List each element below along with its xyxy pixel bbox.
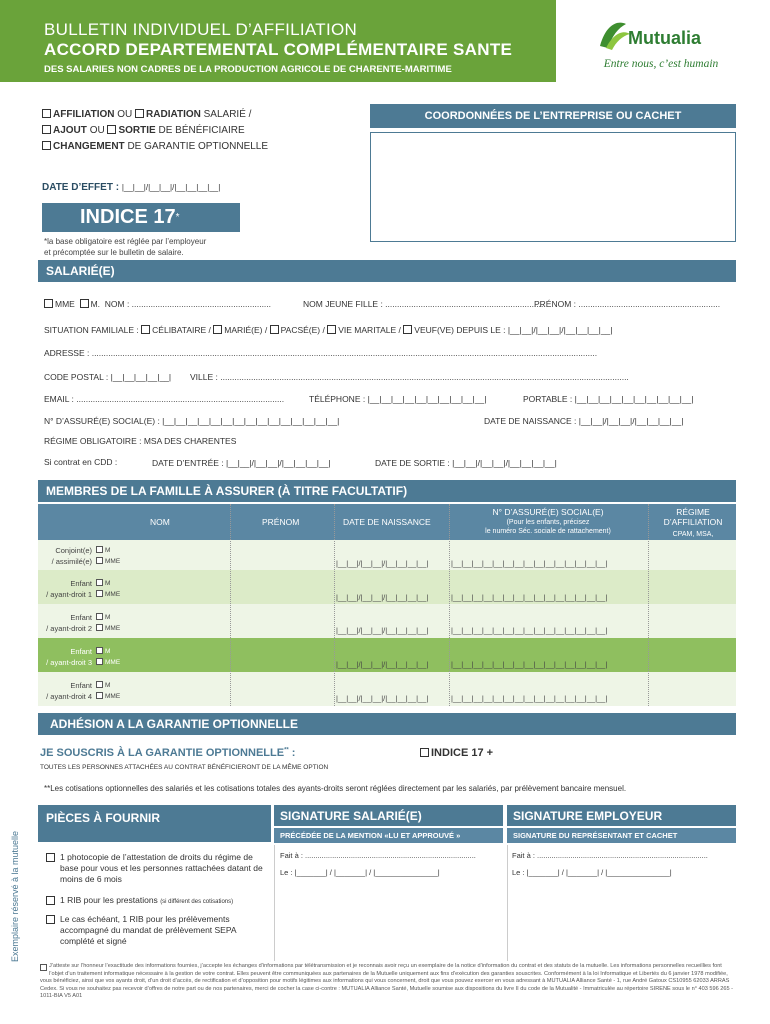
coord-box[interactable] (370, 132, 736, 242)
situation-line (44, 325, 612, 335)
ou-label: OU (117, 109, 133, 120)
col-nss-block (455, 508, 641, 537)
salarie-nom-line (44, 299, 271, 309)
veuf-checkbox[interactable] (403, 325, 412, 334)
col-separator (648, 504, 649, 706)
piece-item (46, 895, 268, 908)
affiliation-label: AFFILIATION (53, 109, 115, 120)
indice-box (42, 203, 240, 232)
col-separator (230, 504, 231, 706)
vertical-note-text: Exemplaire réservé à la mutuelle (10, 830, 20, 962)
veuf-label: VEUF(VE) (414, 325, 454, 335)
toutes-note: TOUTES LES PERSONNES ATTACHÉES AU CONTRAT BÉNÉFICIERONT DE LA MÊME OPTION (40, 764, 329, 771)
col-nss-sub2: le numéro Séc. sociale de rattachement) (485, 528, 611, 535)
ajout-label: AJOUT (53, 125, 87, 136)
ajout-checkbox[interactable] (42, 125, 51, 134)
vie-maritale-label: VIE MARITALE / (338, 325, 401, 335)
signature-employeur-header (507, 805, 736, 826)
row-label: Enfant / ayant-droit 1 (46, 579, 92, 599)
col-nss-sub1: (Pour les enfants, précisez (506, 518, 590, 526)
col-separator (449, 504, 450, 706)
membres-title: MEMBRES DE LA FAMILLE À ASSURER (À TITRE FACULTATIF) (46, 484, 408, 498)
adhesion-header (38, 713, 736, 735)
depuis-field[interactable]: DEPUIS LE : |__|__|/|__|__|/|__|__|__|__| (456, 325, 613, 335)
row-nss-field[interactable]: |__|__|__|__|__|__|__|__|__|__|__|__|__|__|__| (451, 660, 608, 669)
col-naissance: DATE DE NAISSANCE (343, 517, 431, 527)
row-date-field[interactable]: |__|__|/|__|__|/|__|__|__|__| (336, 694, 429, 703)
m-label: M. (90, 299, 101, 309)
souscris-label: JE SOUSCRIS À LA GARANTIE OPTIONNELLE (40, 747, 285, 759)
coord-header (370, 104, 736, 128)
indice17plus-label: INDICE 17 + (431, 747, 494, 759)
piece-checkbox[interactable] (46, 896, 55, 905)
mme-checkbox[interactable] (96, 658, 103, 665)
gender-checkboxes: M MME (96, 680, 120, 702)
mme-checkbox[interactable] (44, 299, 53, 308)
brand-name: Mutualia (628, 28, 702, 48)
signature-employeur-subtext: SIGNATURE DU REPRÉSENTANT ET CACHET (513, 831, 678, 840)
signature-salarie-subtext: PRÉCÉDÉE DE LA MENTION «LU ET APPROUVÉ » (280, 831, 461, 840)
salarie-header (38, 260, 736, 282)
col-regime-block (652, 507, 734, 540)
mme-checkbox[interactable] (96, 590, 103, 597)
changement-label: CHANGEMENT (53, 141, 125, 152)
regime-line: RÉGIME OBLIGATOIRE : MSA DES CHARENTES (44, 436, 237, 446)
piece-checkbox[interactable] (46, 915, 55, 924)
col-prenom: PRÉNOM (262, 517, 300, 527)
piece-item (46, 852, 268, 885)
date-effet-label: DATE D’EFFET : (42, 182, 120, 193)
gender-checkboxes: M MME (96, 646, 120, 668)
atteste-checkbox[interactable] (40, 964, 47, 971)
col-regime: RÉGIME D’AFFILIATION (663, 507, 723, 527)
row-nss-field[interactable]: |__|__|__|__|__|__|__|__|__|__|__|__|__|__|__| (451, 626, 608, 635)
vertical-note (10, 832, 24, 962)
signature-salarie-sub (274, 828, 503, 843)
row-date-field[interactable]: |__|__|/|__|__|/|__|__|__|__| (336, 593, 429, 602)
coord-title: COORDONNÉES DE L’ENTREPRISE OU CACHET (424, 110, 682, 122)
si-contrat-label: Si contrat en CDD : (44, 457, 118, 467)
nom-jeune-fille-field[interactable]: NOM JEUNE FILLE : ................................................................... (303, 299, 544, 309)
option-line-1 (42, 109, 251, 120)
col-nom: NOM (150, 517, 170, 527)
row-date-field[interactable]: |__|__|/|__|__|/|__|__|__|__| (336, 626, 429, 635)
pieces-title: PIÈCES À FOURNIR (46, 811, 161, 825)
signature-salarie-area[interactable] (274, 845, 503, 961)
adresse-field[interactable]: ADRESSE : ...................................................................................................................................................................................................................... (44, 348, 598, 358)
signature-employeur-le[interactable]: Le : |_______| / |_______| / |_______________| (512, 868, 672, 877)
souscris-line (40, 747, 295, 759)
row-date-field[interactable]: |__|__|/|__|__|/|__|__|__|__| (336, 660, 429, 669)
email-field[interactable]: EMAIL : ........................................................................................ (44, 394, 285, 404)
col-regime-sub: CPAM, MSA, (672, 531, 714, 538)
pieces-header (38, 805, 271, 842)
gender-checkboxes: M MME (96, 578, 120, 600)
m-checkbox[interactable] (96, 647, 103, 654)
piece-item (46, 914, 268, 947)
signature-salarie-title: SIGNATURE SALARIÉ(E) (280, 808, 422, 823)
signature-employeur-sub (507, 828, 736, 843)
indice-note-2: et précomptée sur le bulletin de salaire. (44, 248, 184, 257)
beneficiaire-label: DE BÉNÉFICIAIRE (158, 125, 245, 136)
prenom-field[interactable]: PRÉNOM : ............................................................ (534, 299, 721, 309)
date-sortie-field[interactable]: DATE DE SORTIE : |__|__|/|__|__|/|__|__|__|__| (375, 458, 557, 468)
leaf-icon (596, 18, 726, 54)
pacse-checkbox[interactable] (270, 325, 279, 334)
sortie-checkbox[interactable] (107, 125, 116, 134)
col-nss: N° D’ASSURÉ(E) SOCIAL(E) (492, 507, 604, 517)
row-date-field[interactable]: |__|__|/|__|__|/|__|__|__|__| (336, 559, 429, 568)
option-line-2 (42, 125, 245, 136)
col-separator (334, 504, 335, 706)
signature-salarie-fait[interactable]: Fait à : .................................................................................. (280, 851, 476, 860)
nss-field[interactable]: N° D’ASSURÉ(E) SOCIAL(E) : |__|__|__|__|__|__|__|__|__|__|__|__|__|__|__| (44, 416, 340, 426)
header-title-3: DES SALARIES NON CADRES DE LA PRODUCTION AGRICOLE DE CHARENTE-MARITIME (44, 64, 452, 75)
situation-label: SITUATION FAMILIALE : (44, 325, 139, 335)
indice-note (44, 236, 206, 258)
date-effet (42, 182, 220, 193)
ville-field[interactable]: VILLE : ............................................................................................................................................................................. (190, 372, 629, 382)
slogan: Entre nous, c’est humain (603, 58, 719, 70)
row-label: Enfant / ayant-droit 3 (46, 647, 92, 667)
cotisation-note: **Les cotisations optionnelles des salariés et les cotisations totales des ayants-droits seront réglées directement par les salariés, par prélèvement bancaire mensuel. (44, 784, 627, 793)
signature-employeur-area[interactable] (507, 845, 736, 961)
code-postal-field[interactable]: CODE POSTAL : |__|__|__|__|__| (44, 372, 172, 382)
souscris-colon: : (291, 747, 296, 759)
header-title-2: ACCORD DEPARTEMENTAL COMPLÉMENTAIRE SANTE (44, 40, 513, 59)
membres-header (38, 480, 736, 502)
signature-salarie-le[interactable]: Le : |_______| / |_______| / |_______________| (280, 868, 440, 877)
adhesion-title: ADHÉSION A LA GARANTIE OPTIONNELLE (50, 717, 299, 731)
date-entree-field[interactable]: DATE D’ENTRÉE : |__|__|/|__|__|/|__|__|__|__| (152, 458, 331, 468)
changement-checkbox[interactable] (42, 141, 51, 150)
row-nss-field[interactable]: |__|__|__|__|__|__|__|__|__|__|__|__|__|__|__| (451, 559, 608, 568)
row-label: Enfant / ayant-droit 4 (46, 681, 92, 701)
signature-employeur-fait[interactable]: Fait à : .................................................................................. (512, 851, 708, 860)
vie-maritale-checkbox[interactable] (327, 325, 336, 334)
legal-text: J’atteste sur l’honneur l’exactitude des informations fournies, j’accepte les échanges d’informations par télétransmission et je reconnais avoir reçu un exemplaire de la notice d’information du contrat et des statuts de la mutuelle. Les informations personnelles recueillies font l’objet d’un traitement informatique nécessaire à la gestion de votre contrat. Elles peuvent être communiquées aux partenaires de la Mutuelle uniquement aux fins d’exécution des garanties souscrites. Conformément à la loi Informatique et Libertés du 6 janvier 1978 modifiée, vous bénéficiez, ainsi que vos ayants droit, d’un droit d’accès, de rectification et d’opposition pour motifs légitimes aux informations qui vous concernent, droit que vous pouvez exercer en vous adressant à MUTUALIA Alliance Santé - 1, rue André Gatoux CS10955 62033 ARRAS Cedex. Si vous ne souhaitez pas recevoir d’offres de notre part ou de nos partenaires, merci de cocher la case ci-contre : MUTUALIA Alliance Santé, Mutuelle soumise aux dispositions du livre II du code de la Mutualité - Immatriculée au répertoire SIRENE sous le n° 403 596 265 - 1011-BIA V5 A01 (40, 963, 734, 1000)
row-label: Conjoint(e) / assimilé(e) (51, 546, 92, 566)
radiation-checkbox[interactable] (135, 109, 144, 118)
celibataire-checkbox[interactable] (141, 325, 150, 334)
indice-sup: * (175, 212, 180, 223)
salarie-title: SALARIÉ(E) (46, 264, 115, 278)
mme-checkbox[interactable] (96, 692, 103, 699)
row-label: Enfant / ayant-droit 2 (46, 613, 92, 633)
salarie-label: SALARIÉ / (203, 109, 252, 120)
m-checkbox[interactable] (96, 546, 103, 553)
indice-label: INDICE 17 (80, 206, 176, 228)
garantie-label: DE GARANTIE OPTIONNELLE (127, 141, 269, 152)
pacse-label: PACSÉ(E) / (280, 325, 325, 335)
indice17plus-option (420, 747, 493, 759)
m-checkbox[interactable] (96, 613, 103, 620)
m-checkbox[interactable] (96, 579, 103, 586)
piece-text: Le cas échéant, 1 RIB pour les prélèvements accompagné du mandat de prélèvement SEPA complété et signé (60, 914, 237, 946)
row-nss-field[interactable]: |__|__|__|__|__|__|__|__|__|__|__|__|__|__|__| (451, 593, 608, 602)
legal-footer (40, 963, 736, 1007)
mutualia-logo (596, 18, 726, 70)
m-checkbox[interactable] (80, 299, 89, 308)
m-checkbox[interactable] (96, 681, 103, 688)
piece-checkbox[interactable] (46, 853, 55, 862)
nom-field[interactable]: NOM : ........................................................... (104, 299, 272, 309)
telephone-field[interactable]: TÉLÉPHONE : |__|__|__|__|__|__|__|__|__|__| (309, 394, 487, 404)
signature-salarie-header (274, 805, 503, 826)
option-line-3 (42, 141, 268, 152)
date-effet-field[interactable]: |__|__|/|__|__|/|__|__|__|__| (121, 183, 221, 192)
piece-text: 1 RIB pour les prestations (60, 895, 158, 905)
celibataire-label: CÉLIBATAIRE / (152, 325, 211, 335)
marie-label: MARIÉ(E) / (224, 325, 268, 335)
sortie-label: SORTIE (118, 125, 156, 136)
marie-checkbox[interactable] (213, 325, 222, 334)
signature-employeur-title: SIGNATURE EMPLOYEUR (513, 808, 663, 823)
indice-note-1: *la base obligatoire est réglée par l’employeur (44, 237, 207, 246)
gender-checkboxes: M MME (96, 612, 120, 634)
header-title-1: BULLETIN INDIVIDUEL D’AFFILIATION (44, 20, 358, 39)
row-nss-field[interactable]: |__|__|__|__|__|__|__|__|__|__|__|__|__|__|__| (451, 694, 608, 703)
ou-label: OU (89, 125, 105, 136)
piece-text: 1 photocopie de l’attestation de droits du régime de base pour vous et les personnes rattachées datant de moins de 6 mois (60, 852, 263, 884)
indice17plus-checkbox[interactable] (420, 748, 429, 757)
date-naissance-field[interactable]: DATE DE NAISSANCE : |__|__|/|__|__|/|__|__|__|__| (484, 416, 684, 426)
affiliation-checkbox[interactable] (42, 109, 51, 118)
portable-field[interactable]: PORTABLE : |__|__|__|__|__|__|__|__|__|__| (523, 394, 694, 404)
mme-checkbox[interactable] (96, 624, 103, 631)
mme-label: MME (55, 299, 75, 309)
souscris-sup: ** (284, 747, 289, 754)
rib-note: (si différent des cotisations) (160, 899, 234, 905)
gender-checkboxes: M MME (96, 545, 120, 567)
radiation-label: RADIATION (146, 109, 201, 120)
mme-checkbox[interactable] (96, 557, 103, 564)
